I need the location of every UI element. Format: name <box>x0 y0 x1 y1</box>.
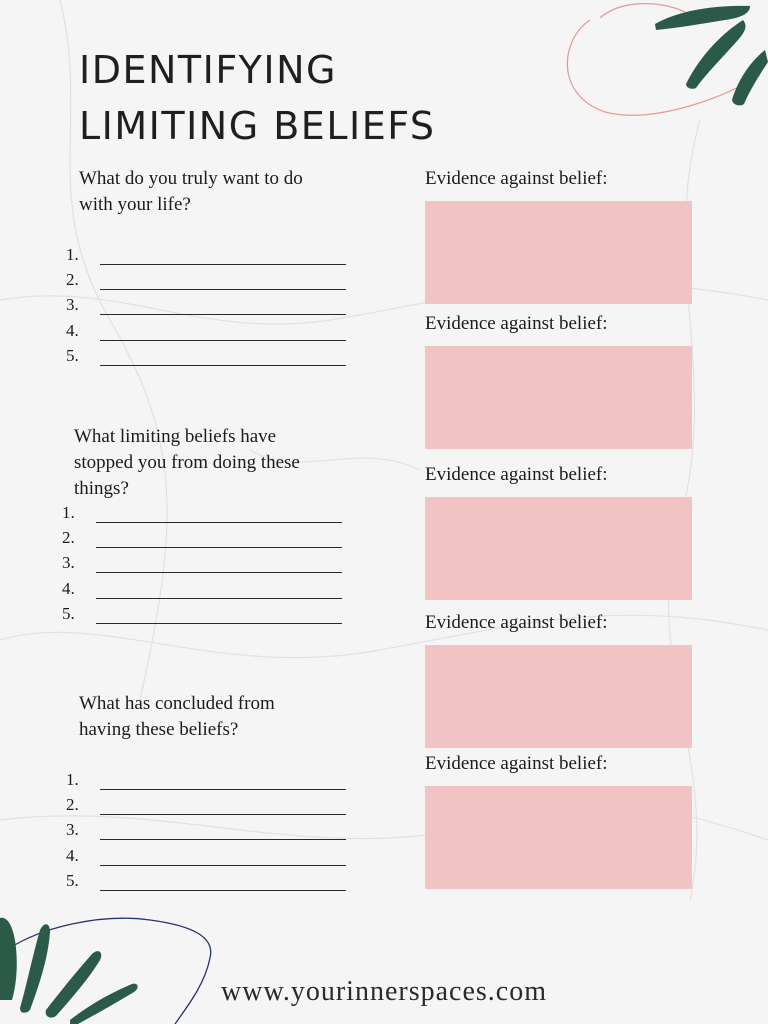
leaf-icon <box>686 20 745 89</box>
item-number: 5. <box>66 345 79 365</box>
evidence-box[interactable] <box>425 786 692 889</box>
question-line: having these beliefs? <box>79 719 239 740</box>
answer-line[interactable] <box>100 839 346 840</box>
answer-line[interactable] <box>96 547 342 548</box>
answer-line[interactable] <box>96 598 342 599</box>
answer-line[interactable] <box>100 814 346 815</box>
evidence-label: Evidence against belief: <box>425 464 608 485</box>
answer-row <box>66 346 346 371</box>
item-number: 5. <box>66 870 79 890</box>
answer-row <box>66 245 346 270</box>
question-text <box>79 691 275 743</box>
evidence-box[interactable] <box>425 346 692 449</box>
answer-line[interactable] <box>100 789 346 790</box>
question-line: things? <box>74 478 129 499</box>
answer-line[interactable] <box>100 289 346 290</box>
item-number: 4. <box>62 578 75 598</box>
evidence-box[interactable] <box>425 201 692 304</box>
top-right-leaf-decoration <box>550 0 768 125</box>
item-number: 3. <box>62 553 75 573</box>
answer-row <box>62 553 342 578</box>
question-line: What limiting beliefs have <box>74 426 277 447</box>
website-url[interactable]: www.yourinnerspaces.com <box>221 976 547 1007</box>
item-number: 4. <box>66 320 79 340</box>
question-line: with your life? <box>79 194 191 215</box>
answer-line[interactable] <box>100 365 346 366</box>
answer-row <box>66 846 346 871</box>
evidence-label: Evidence against belief: <box>425 313 608 334</box>
answer-row <box>62 503 342 528</box>
item-number: 2. <box>62 528 75 548</box>
title-line-1: IDENTIFYING <box>79 48 337 92</box>
answer-list <box>66 770 346 896</box>
answer-list <box>66 245 346 371</box>
item-number: 3. <box>66 820 79 840</box>
question-text <box>74 424 300 502</box>
question-line: What has concluded from <box>79 693 275 714</box>
answer-line[interactable] <box>96 522 342 523</box>
answer-line[interactable] <box>100 264 346 265</box>
answer-list <box>62 503 342 629</box>
answer-row <box>66 295 346 320</box>
answer-row <box>66 270 346 295</box>
answer-row <box>62 604 342 629</box>
item-number: 3. <box>66 295 79 315</box>
answer-line[interactable] <box>100 890 346 891</box>
question-text <box>79 166 303 218</box>
leaf-icon <box>732 50 768 105</box>
item-number: 1. <box>62 503 75 522</box>
answer-row <box>62 528 342 553</box>
answer-line[interactable] <box>100 865 346 866</box>
answer-row <box>66 795 346 820</box>
item-number: 2. <box>66 795 79 815</box>
answer-line[interactable] <box>96 623 342 624</box>
answer-line[interactable] <box>100 340 346 341</box>
title-line-2: LIMITING BELIEFS <box>79 104 436 148</box>
answer-row <box>66 321 346 346</box>
item-number: 4. <box>66 845 79 865</box>
answer-line[interactable] <box>100 314 346 315</box>
answer-row <box>66 820 346 845</box>
evidence-label: Evidence against belief: <box>425 612 608 633</box>
question-line: stopped you from doing these <box>74 452 300 473</box>
page-title <box>79 42 436 154</box>
item-number: 1. <box>66 245 79 264</box>
evidence-box[interactable] <box>425 645 692 748</box>
evidence-box[interactable] <box>425 497 692 600</box>
answer-line[interactable] <box>96 572 342 573</box>
evidence-label: Evidence against belief: <box>425 753 608 774</box>
evidence-label: Evidence against belief: <box>425 168 608 189</box>
question-line: What do you truly want to do <box>79 168 303 189</box>
item-number: 5. <box>62 603 75 623</box>
answer-row <box>62 579 342 604</box>
item-number: 2. <box>66 270 79 290</box>
answer-row <box>66 871 346 896</box>
item-number: 1. <box>66 770 79 789</box>
answer-row <box>66 770 346 795</box>
